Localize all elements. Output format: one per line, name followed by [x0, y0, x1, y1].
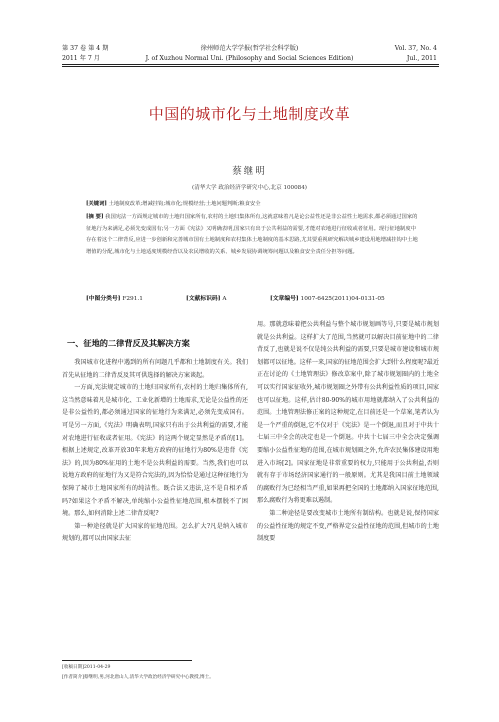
keywords-block: [86, 199, 420, 211]
article-number: [文章编号] 1007-6425(2011)04-0131-05: [270, 296, 385, 302]
author-name: 蔡继明: [232, 166, 267, 177]
volume-issue-en: Vol. 37, No. 4: [394, 45, 437, 52]
journal-title-cn: 徐州师范大学学报(哲学社会科学版): [200, 45, 299, 52]
keywords-text: 土地制度改革;增减挂钩;城市化;规模经营;土地问题判断;粮食安全: [108, 201, 261, 207]
author-affiliation: (清华大学 政治经济学研究中心,北京 100084): [192, 185, 307, 191]
paragraph: 第一种途径就是扩大国家的征地范围。怎么扩大?凡是纳入城市规划的,都可以由国家去征: [62, 522, 248, 543]
right-column: [257, 319, 439, 546]
abstract-label: [摘 要]: [86, 214, 104, 220]
section-heading: 一、征地的二律背反及其解决方案: [67, 338, 190, 348]
paragraph: 第二种途径是要改变城市土地所有制结构。也就是说,保持国家的公益性征地的规定不变,严格界定公益性征地的范围,但城市的土地制度要: [257, 509, 439, 543]
paragraph: 一方面,宪法规定城市的土地归国家所有,农村的土地归集体所有,这当然意味着凡是城市化、工业化新增的土地需求,无论是公益性的还是非公益性的,都必须通过国家的征地行为来满足,必须先变成国有。可是另一方面,《宪法》明确表明,国家只有出于公共利益的需要,才能对农地进行征收或者征用。《宪法》的这两个规定显然是矛盾的[1]。根据上述规定,改革开放30年来地方政府的征地行为80%是违背《宪法》的,因为80%征用的土地不是公共利益的需要。当然,我们也可以说地方政府的征地行为又是符合宪法的,因为恰恰是通过这种征地行为保障了城市土地国家所有的纯洁性。既合法又违法,这不是自相矛盾吗?如果这个矛盾不解决,单纯缩小公益性征地范围,根本摆脱不了困境。那么,如何消除上述二律背反呢?: [62, 384, 248, 518]
publication-date: 2011 年 7 月: [62, 55, 100, 62]
keywords-label: [关键词]: [86, 201, 107, 207]
left-column: [62, 357, 248, 546]
abstract-text: 我国宪法一方面规定城市的土地归国家所有,农村的土地归集体所有,这就意味着凡是论公益性还是非公益性土地需求,都必须通过国家的征地行为来满足,必须先变成国有;另一方面《宪法》又明确表明,国家只有出于公共利益的需要,才能对农地进行征收或者征用。现行征地制度中存在着这个二律背反,应进一步创新和完善城市国有土地制度和农村集体土地制度的基本思路,尤其要重视研究解决城乡建设用地增减挂钩中土地增值的分配,城市化与土地适度规模经营以及农民增收的关系、城乡发展协调统筹问题以及粮食安全责任分担等问题。: [86, 214, 418, 255]
header-rule-thin: [62, 66, 439, 67]
paragraph: 我国城市化进程中遇到的所有问题几乎都和土地制度有关。我们首先从征地的二律背反及其可供选择的解决方案谈起。: [62, 359, 248, 379]
abstract-block: [86, 212, 420, 258]
publication-date-en: Jul., 2011: [406, 55, 437, 62]
clc-number: [中图分类号] F291.1: [86, 296, 143, 302]
article-title: 中国的城市化与土地制度改革: [148, 105, 351, 123]
author-bio: [作者简介]蔡继明,男,河北唐山人,清华大学政治经济学研究中心教授,博士。: [62, 675, 214, 680]
footnote-rule: [62, 660, 192, 661]
header-rule: [62, 64, 439, 65]
received-date: [收稿日期]2011-04-29: [62, 665, 111, 670]
paragraph: 用。那就意味着把公共利益与整个城市规划画等号,只要是城市规划就是公共利益。这样扩大了范围,当然就可以解决目前征地中的二律背反了,也就是说不仅是纯公共利益的需要,只要是城市建设和城市规划都可以征地。这样一来,国家的征地范围会扩大到什么程度呢?最近正在讨论的《土地管理法》修改草案中,除了城市规划圈内的土地全可以实行国家征收外,城市规划圈之外带有公共利益性质的项目,国家也可以征地。这样,估计80-90%的城市用地就都纳入了公共利益的范围。土地管理法修正案的这种规定,在目前还是一个草案,笔者认为是一个严重的倒退,它不仅对于《宪法》是一个倒退,而且对于中共十七届三中全会的决定也是一个倒退。中共十七届三中全会决定强调要缩小公益性征地的范围,在城市规划圈之外,允许农民集体建设用地进入市场[2]。国家征地是非常重要的权力,只能用于公共利益,否则就有存于市场经济国家通行的一般原则。尤其是我国目前土地领域的腐败行为已经相当严重,如果再把全国的土地都纳入国家征地范围,那么腐败行为将更难以遏制。: [257, 321, 439, 505]
volume-issue: 第 37 卷 第 4 期: [62, 45, 109, 52]
document-code: [文献标识码] A: [186, 296, 227, 302]
journal-title-en: J. of Xuzhou Normal Uni. (Philosophy and Social Sciences Edition): [145, 55, 354, 62]
